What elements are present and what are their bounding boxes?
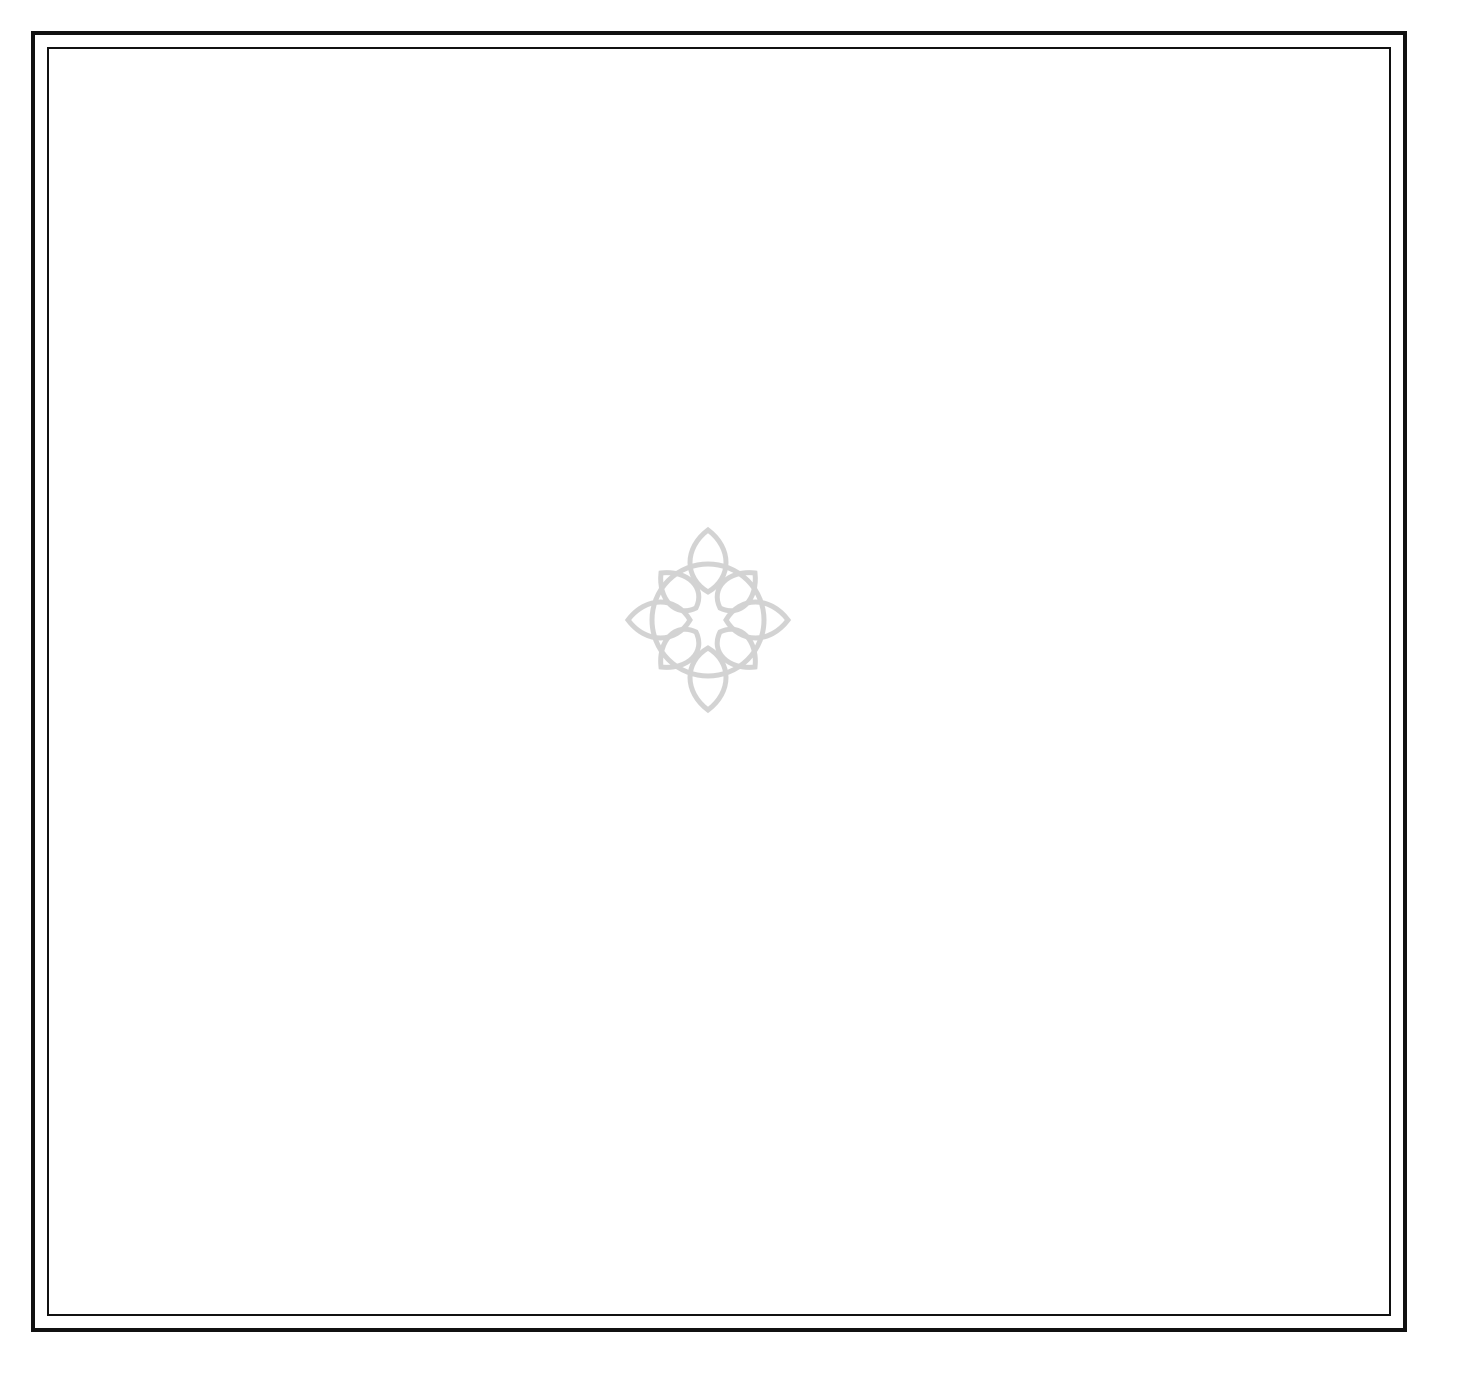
notice-content <box>34 72 1433 1346</box>
